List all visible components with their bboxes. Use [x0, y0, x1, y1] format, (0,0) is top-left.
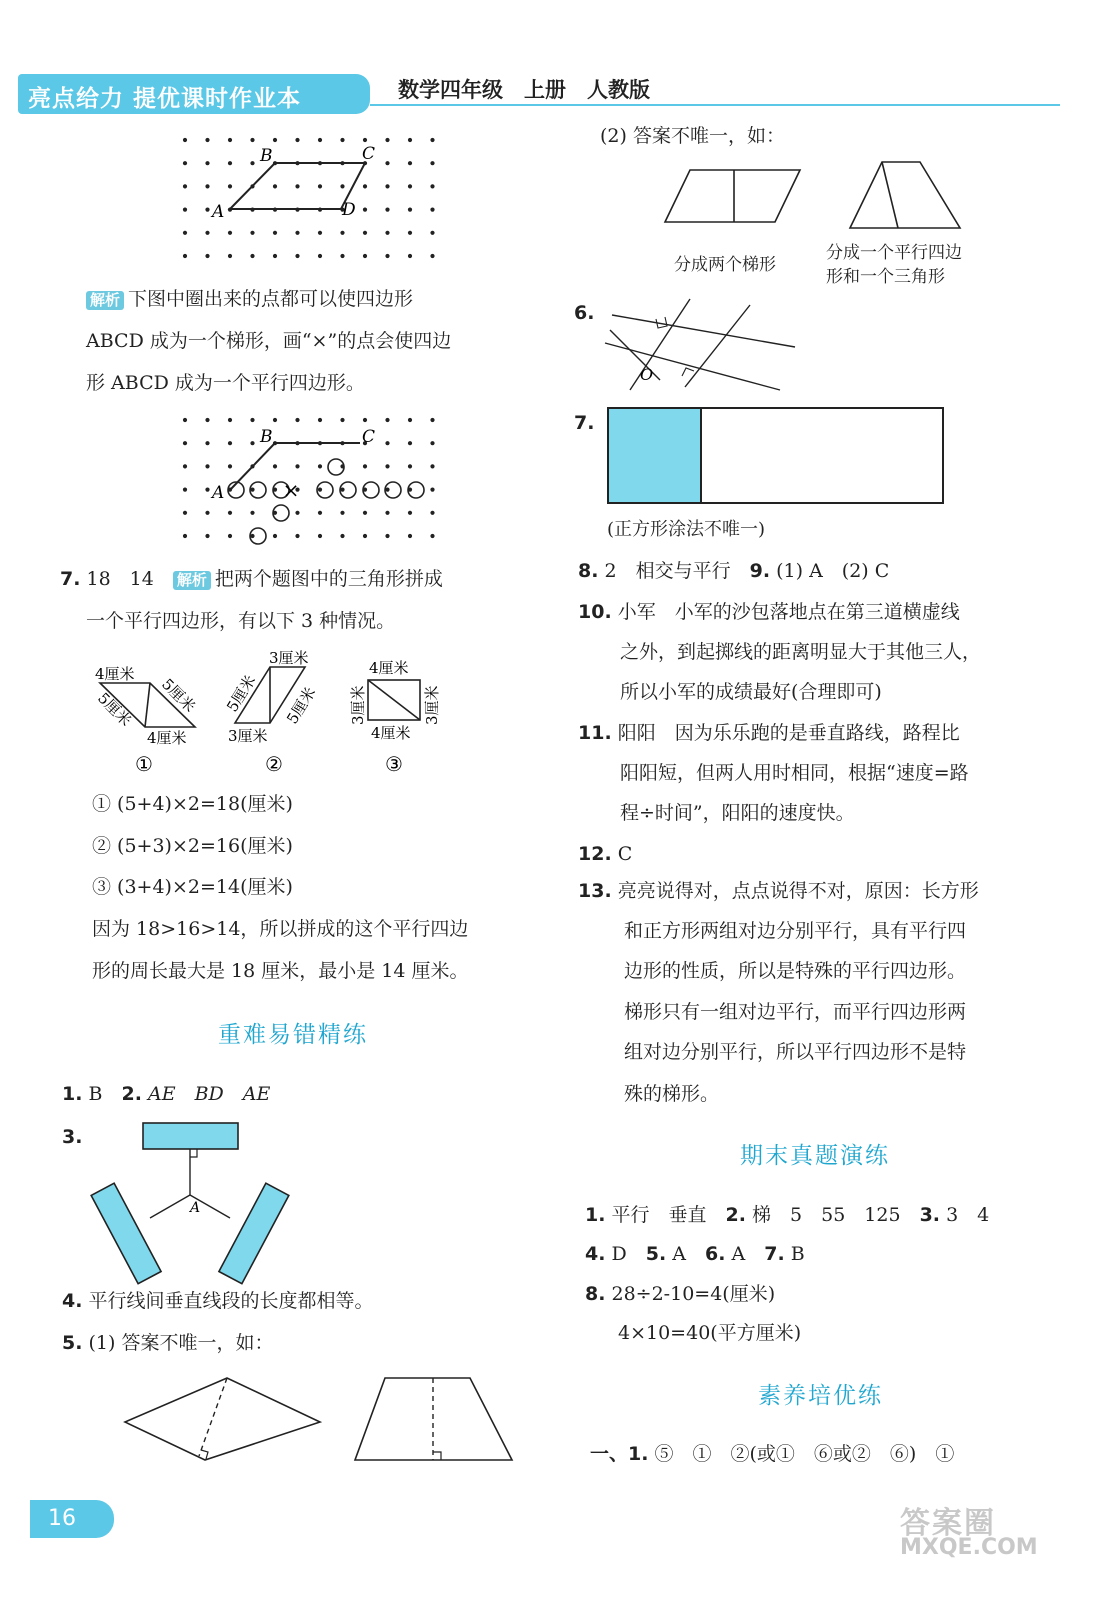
grid-dot	[183, 534, 187, 538]
caption-split-2: 形和一个三角形	[826, 267, 945, 287]
grid-dot	[430, 488, 434, 492]
fig2-left-label: 5厘米	[223, 672, 260, 716]
fig1-bottom-label: 4厘米	[147, 729, 187, 747]
grid-dot	[205, 254, 209, 258]
grid-dot	[228, 534, 232, 538]
right-rectangle	[219, 1183, 289, 1284]
grid-dot	[385, 161, 389, 165]
s5-line: 5. (1) 答案不唯一，如：	[62, 1332, 274, 1354]
grid-dot	[385, 534, 389, 538]
grid-dot	[183, 511, 187, 515]
q12-line: 12. C	[578, 843, 633, 865]
grid-dot	[318, 511, 322, 515]
grid-dot	[363, 464, 367, 468]
grid-dot	[183, 184, 187, 188]
perpendicular-rectangles-figure	[90, 1115, 310, 1285]
label-a: A	[212, 202, 225, 222]
parallelogram-split-trapezoids	[665, 170, 800, 222]
grid-dot	[340, 184, 344, 188]
grid-dot	[318, 418, 322, 422]
grid-dot	[250, 161, 254, 165]
fig3-number: ③	[385, 752, 403, 776]
q7-line2: 一个平行四边形，有以下 3 种情况。	[86, 610, 396, 632]
fig2-right-label: 5厘米	[283, 684, 320, 728]
grid-dot	[183, 254, 187, 258]
height-drawing-figures	[115, 1370, 535, 1470]
grid-dot	[295, 534, 299, 538]
grid-dot	[228, 254, 232, 258]
fig1-left-label: 5厘米	[94, 689, 135, 730]
left-rectangle	[91, 1183, 161, 1284]
conclusion-line1: 因为 18>16>14，所以拼成的这个平行四边	[92, 918, 469, 940]
fig1-number: ①	[135, 752, 153, 776]
label-o: O	[640, 365, 654, 384]
grid-dot	[273, 254, 277, 258]
grid-dot	[183, 161, 187, 165]
label-b: B	[260, 146, 273, 166]
grid-dot	[340, 534, 344, 538]
grid-dot	[205, 138, 209, 142]
grid-dot	[183, 441, 187, 445]
grid-dot	[183, 464, 187, 468]
section-title-final: 期末真题演练	[740, 1143, 890, 1169]
grid-dot	[340, 231, 344, 235]
grid-dot	[385, 464, 389, 468]
grid-dot	[273, 138, 277, 142]
grid-dot	[183, 231, 187, 235]
grid-dot	[295, 231, 299, 235]
grid-dot	[408, 464, 412, 468]
q6-number: 6.	[574, 302, 595, 324]
grid-dot	[430, 534, 434, 538]
grid-dot	[318, 254, 322, 258]
q13-line2: 和正方形两组对边分别平行，具有平行四	[624, 920, 967, 942]
q6-analysis-line3: 形 ABCD 成为一个平行四边形。	[86, 372, 365, 394]
q8-q9-line: 8. 2 相交与平行 9. (1) A (2) C	[578, 560, 890, 582]
grid-dot	[408, 418, 412, 422]
grid-dot	[408, 231, 412, 235]
grid-dot	[430, 231, 434, 235]
grid-dot	[430, 254, 434, 258]
grid-dot	[385, 254, 389, 258]
grid-dot	[363, 231, 367, 235]
fig2-bottom-label: 3厘米	[228, 727, 268, 745]
grid-dot	[205, 184, 209, 188]
grid-dot	[318, 184, 322, 188]
grid-dot	[250, 231, 254, 235]
grid-dot	[205, 441, 209, 445]
q13-line4: 梯形只有一组对边平行，而平行四边形两	[624, 1001, 967, 1023]
grid-dot	[340, 418, 344, 422]
grid-dot	[318, 138, 322, 142]
grid-dot	[295, 418, 299, 422]
grid-dot	[205, 464, 209, 468]
header-rule	[370, 104, 1060, 106]
grid-dot	[363, 184, 367, 188]
s3-number: 3.	[62, 1126, 83, 1148]
grid-dot	[430, 511, 434, 515]
q13-line1: 13. 亮亮说得对，点点说得不对，原因：长方形	[578, 880, 979, 902]
q11-line1: 11. 阳阳 因为乐乐跑的是垂直路线，路程比	[578, 722, 960, 744]
fig1-right-label: 5厘米	[158, 675, 199, 716]
grid-dot	[430, 208, 434, 212]
rectangle-square-figure	[605, 405, 950, 508]
grid-dot	[228, 184, 232, 188]
fig2-top-label: 3厘米	[269, 649, 309, 667]
grid-dot	[295, 511, 299, 515]
grid-dot	[228, 138, 232, 142]
grid-dot	[385, 208, 389, 212]
grid-dot	[228, 464, 232, 468]
e4-e7-line: 4. D 5. A 6. A 7. B	[585, 1243, 805, 1265]
e1-e3-line: 1. 平行 垂直 2. 梯 5 55 125 3. 3 4	[585, 1204, 990, 1226]
s4-line: 4. 平行线间垂直线段的长度都相等。	[62, 1290, 374, 1312]
grid-dot	[385, 138, 389, 142]
s1-s2-line: 1. B 2. AE BD AE	[62, 1083, 271, 1105]
label-a-3: A	[190, 1200, 201, 1216]
shaded-square	[608, 408, 701, 503]
conclusion-line2: 形的周长最大是 18 厘米，最小是 14 厘米。	[92, 960, 469, 982]
grid-dot	[295, 464, 299, 468]
grid-dot	[295, 184, 299, 188]
grid-dot	[385, 184, 389, 188]
grid-dot	[273, 231, 277, 235]
section-title-hard: 重难易错精练	[218, 1022, 368, 1048]
grid-dot	[228, 511, 232, 515]
grid-dot	[318, 231, 322, 235]
label-a-2: A	[212, 483, 225, 503]
section-title-quality: 素养培优练	[758, 1383, 883, 1409]
fig3-bottom-label: 4厘米	[371, 724, 411, 742]
grid-dot	[318, 534, 322, 538]
grid-dot	[408, 161, 412, 165]
caption-two-trapezoids: 分成两个梯形	[674, 255, 776, 275]
q5-2-line: (2) 答案不唯一，如：	[600, 125, 785, 147]
grid-dot	[363, 138, 367, 142]
grid-dot	[250, 254, 254, 258]
grid-dot	[228, 231, 232, 235]
grid-dot	[430, 441, 434, 445]
dot-grid-parallelogram	[160, 125, 460, 275]
grid-dot	[430, 418, 434, 422]
grid-dot	[385, 511, 389, 515]
f1-line: 一、1. ⑤ ① ②(或① ⑥或② ⑥) ①	[590, 1443, 955, 1465]
grid-dot	[363, 511, 367, 515]
grid-dot	[205, 534, 209, 538]
fig3-top-label: 4厘米	[369, 659, 409, 677]
q13-line6: 殊的梯形。	[624, 1083, 720, 1105]
grid-dot	[250, 534, 254, 538]
grid-dot	[205, 511, 209, 515]
label-b-2: B	[260, 427, 273, 447]
grid-dot	[295, 254, 299, 258]
grid-dot	[385, 441, 389, 445]
grid-dot	[430, 184, 434, 188]
q7-note: (正方形涂法不唯一)	[607, 519, 766, 540]
split-shapes-figure	[660, 160, 980, 230]
fig1-top-label: 4厘米	[95, 665, 135, 683]
label-c: C	[362, 144, 376, 164]
grid-dot	[183, 208, 187, 212]
caption-split-1: 分成一个平行四边	[826, 243, 962, 263]
dot-grid-circled-points	[160, 410, 460, 560]
analysis-tag: 解析	[86, 291, 124, 310]
calc-2: ② (5+3)×2=16(厘米)	[92, 835, 293, 857]
grid-dot	[228, 161, 232, 165]
q7-line1: 7. 18 14 解析 把两个题图中的三角形拼成	[60, 568, 443, 590]
grid-dot	[250, 441, 254, 445]
label-d: D	[342, 200, 356, 220]
top-rectangle	[143, 1123, 238, 1149]
grid-dot	[430, 464, 434, 468]
grid-dot	[385, 231, 389, 235]
q11-line2: 阳阳短，但两人用时相同，根据“速度=路	[620, 762, 969, 784]
q6-analysis-line1: 解析 下图中圈出来的点都可以使四边形	[86, 288, 413, 310]
grid-dot	[408, 254, 412, 258]
grid-dot	[408, 511, 412, 515]
calc-1: ① (5+4)×2=18(厘米)	[92, 793, 293, 815]
trapezoid-split	[850, 162, 960, 228]
grid-dot	[340, 511, 344, 515]
grid-dot	[205, 231, 209, 235]
perpendicular-lines-figure	[600, 295, 800, 395]
three-parallelograms-figure	[85, 645, 465, 785]
grid-dot	[340, 254, 344, 258]
grid-dot	[205, 418, 209, 422]
grid-dot	[318, 464, 322, 468]
grid-dot	[318, 488, 322, 492]
q7r-number: 7.	[574, 412, 595, 434]
grid-dot	[340, 138, 344, 142]
grid-dot	[430, 161, 434, 165]
grid-dot	[430, 138, 434, 142]
q10-line1: 10. 小军 小军的沙包落地点在第三道横虚线	[578, 601, 960, 623]
grid-dot	[250, 138, 254, 142]
grid-dot	[250, 511, 254, 515]
grid-dot	[183, 488, 187, 492]
grid-dot	[363, 534, 367, 538]
grid-dot	[408, 441, 412, 445]
q11-line3: 程÷时间”，阳阳的速度快。	[620, 802, 855, 824]
e8-line1: 8. 28÷2-10=4(厘米)	[585, 1283, 776, 1305]
watermark-text: 答案圈	[900, 1506, 996, 1541]
grid-dot	[273, 464, 277, 468]
fig3-left-label: 3厘米	[349, 685, 367, 725]
q13-line3: 边形的性质，所以是特殊的平行四边形。	[624, 960, 967, 982]
page-number: 16	[30, 1500, 114, 1538]
fig3-right-label: 3厘米	[423, 685, 441, 725]
grid-dot	[295, 138, 299, 142]
grid-dot	[385, 418, 389, 422]
e8-line2: 4×10=40(平方厘米)	[618, 1322, 802, 1344]
grid-dot	[408, 534, 412, 538]
calc-3: ③ (3+4)×2=14(厘米)	[92, 876, 293, 898]
grid-dot	[408, 208, 412, 212]
q10-line3: 所以小军的成绩最好(合理即可)	[620, 681, 882, 703]
grid-dot	[363, 208, 367, 212]
grid-dot	[408, 138, 412, 142]
watermark-url: MXQE.COM	[900, 1535, 1038, 1560]
grid-dot	[273, 184, 277, 188]
grid-dot	[250, 418, 254, 422]
series-title: 亮点给力 提优课时作业本	[28, 86, 302, 112]
book-title: 数学四年级 上册 人教版	[398, 78, 650, 102]
grid-dot	[228, 418, 232, 422]
cross-mark: ×	[282, 478, 300, 502]
grid-dot	[205, 488, 209, 492]
grid-dot	[273, 534, 277, 538]
grid-dot	[205, 161, 209, 165]
grid-dot	[363, 418, 367, 422]
q6-analysis-line2: ABCD 成为一个梯形，画“×”的点会使四边	[86, 330, 452, 352]
grid-dot	[205, 208, 209, 212]
grid-dot	[408, 184, 412, 188]
grid-dot	[363, 254, 367, 258]
grid-dot	[228, 441, 232, 445]
grid-dot	[183, 418, 187, 422]
q10-line2: 之外，到起掷线的距离明显大于其他三人，	[620, 641, 982, 663]
q13-line5: 组对边分别平行，所以平行四边形不是特	[624, 1041, 967, 1063]
grid-dot	[183, 138, 187, 142]
label-c-2: C	[362, 427, 376, 447]
fig2-number: ②	[265, 752, 283, 776]
grid-dot	[273, 418, 277, 422]
